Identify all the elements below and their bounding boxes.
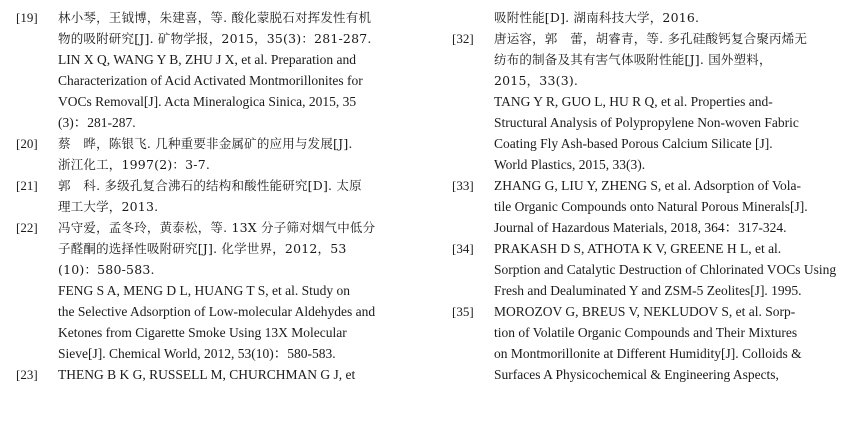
reference-line: Characterization of Acid Activated Montmorillonites for [58,73,363,88]
reference-entry [452,175,852,238]
reference-number: [23] [16,367,38,382]
reference-line: tion of Volatile Organic Compounds and Their Mixtures [494,325,798,340]
reference-line: (10)：580-583. [58,262,155,277]
reference-line: 2015，33(3). [494,73,579,88]
reference-line: 纺布的制备及其有害气体吸附性能[J]. 国外塑料， [494,52,772,67]
reference-entry [16,175,426,217]
reference-number: [22] [16,220,38,235]
reference-line: Ketones from Cigarette Smoke Using 13X Molecular [58,325,347,340]
reference-number: [35] [452,304,474,319]
reference-line: on Montmorillonite at Different Humidity[J]. Colloids & [494,346,802,361]
reference-line: (3)：281-287. [58,115,136,130]
reference-entry [16,364,426,385]
reference-entry [452,238,852,301]
reference-entry [16,133,426,175]
reference-entry [16,217,426,364]
reference-line: 理工大学，2013. [58,199,159,214]
reference-line: LIN X Q, WANG Y B, ZHU J X, et al. Preparation and [58,52,356,67]
reference-line: Sieve[J]. Chemical World, 2012, 53(10)：580-583. [58,346,336,361]
reference-line: 唐运容，郭 蕾，胡睿青，等. 多孔硅酸钙复合聚丙烯无 [494,31,808,46]
reference-entry [16,7,426,133]
reference-line: 浙江化工，1997(2)：3-7. [58,157,211,172]
reference-line: 林小琴，王钺博，朱建喜，等. 酸化蒙脱石对挥发性有机 [58,10,372,25]
reference-number: [32] [452,31,474,46]
reference-line: Journal of Hazardous Materials, 2018, 364：317-324. [494,220,787,235]
reference-number: [21] [16,178,38,193]
reference-line: tile Organic Compounds onto Natural Porous Minerals[J]. [494,199,808,214]
reference-number: [19] [16,10,38,25]
reference-line: TANG Y R, GUO L, HU R Q, et al. Properties and- [494,94,773,109]
reference-line: 吸附性能[D]. 湖南科技大学，2016. [494,10,700,25]
reference-entry [452,7,852,28]
reference-entry [452,28,852,175]
reference-number: [33] [452,178,474,193]
reference-line: FENG S A, MENG D L, HUANG T S, et al. Study on [58,283,351,298]
reference-line: ZHANG G, LIU Y, ZHENG S, et al. Adsorption of Vola- [494,178,801,193]
reference-entry [452,301,852,385]
reference-line: MOROZOV G, BREUS V, NEKLUDOV S, et al. Sorp- [494,304,796,319]
reference-number: [34] [452,241,474,256]
reference-line: PRAKASH D S, ATHOTA K V, GREENE H L, et al. [494,241,782,256]
reference-line: World Plastics, 2015, 33(3). [494,157,646,172]
reference-line: Surfaces A Physicochemical & Engineering Aspects, [494,367,779,382]
reference-line: 冯守爱，孟冬玲，黄泰松，等. 13X 分子筛对烟气中低分 [58,220,376,235]
reference-line: 子醛酮的选择性吸附研究[J]. 化学世界，2012，53 [58,241,347,256]
reference-line: the Selective Adsorption of Low-molecular Aldehydes and [58,304,376,319]
reference-line: 物的吸附研究[J]. 矿物学报，2015，35(3)：281-287. [58,31,372,46]
reference-line: 郭 科. 多级孔复合沸石的结构和酸性能研究[D]. 太原 [58,178,362,193]
reference-number: [20] [16,136,38,151]
reference-line: Sorption and Catalytic Destruction of Chlorinated VOCs Using [494,262,837,277]
reference-line: 蔡 晔，陈银飞. 几种重要非金属矿的应用与发展[J]. [58,136,353,151]
reference-column-left [16,7,426,385]
reference-line: Fresh and Dealuminated Y and ZSM-5 Zeolites[J]. 1995. [494,283,802,298]
reference-line: Structural Analysis of Polypropylene Non-woven Fabric [494,115,799,130]
reference-column-right [452,7,852,385]
reference-line: VOCs Removal[J]. Acta Mineralogica Sinica, 2015, 35 [58,94,357,109]
reference-line: THENG B K G, RUSSELL M, CHURCHMAN G J, et [58,367,356,382]
reference-line: Coating Fly Ash-based Porous Calcium Silicate [J]. [494,136,773,151]
